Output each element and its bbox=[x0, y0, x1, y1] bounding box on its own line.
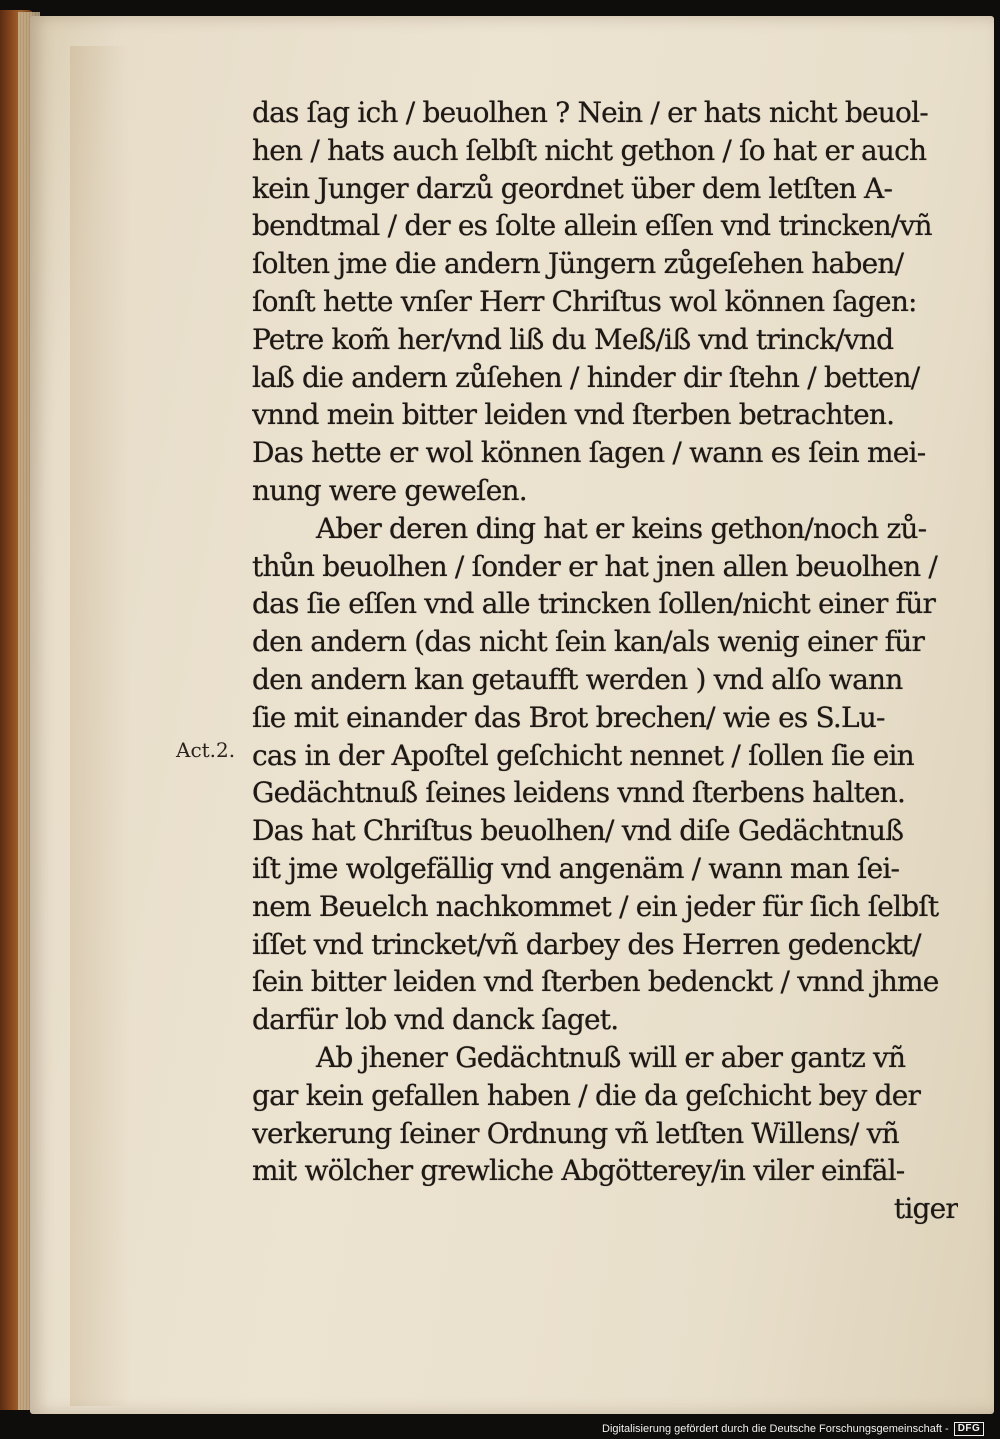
catchword: tiger bbox=[893, 1192, 958, 1226]
text-line: ſein bitter leiden vnd ſterben bedenckt / vnnd jhme bbox=[252, 965, 939, 999]
funding-footer bbox=[602, 1419, 984, 1439]
margin-note: Act.2. bbox=[176, 738, 236, 762]
text-line: ſonſt hette vnſer Herr Chriſtus wol können ſagen: bbox=[252, 284, 917, 318]
text-line: verkerung ſeiner Ordnung vñ letſten Willens/ vñ bbox=[252, 1116, 899, 1150]
text-line: ſie mit einander das Brot brechen/ wie es S.Lu- bbox=[252, 700, 885, 734]
text-line: laß die andern zůſehen / hinder dir ſtehn / betten/ bbox=[252, 360, 920, 394]
text-line: darfür lob vnd danck ſaget. bbox=[252, 1003, 619, 1037]
text-line: mit wölcher grewliche Abgötterey/in viler einfäl- bbox=[252, 1154, 905, 1188]
text-line: iſſet vnd trincket/vñ darbey des Herren gedenckt/ bbox=[252, 927, 921, 961]
dfg-logo: DFG bbox=[954, 1422, 985, 1436]
text-line: Petre kom̃ her/vnd liß du Meß/iß vnd trinck/vnd bbox=[252, 322, 894, 356]
text-line: thůn beuolhen / ſonder er hat jnen allen beuolhen / bbox=[252, 549, 938, 583]
text-line: das ſie eſſen vnd alle trincken ſollen/nicht einer für bbox=[252, 587, 936, 621]
page-text-block bbox=[252, 94, 958, 1228]
text-line: gar kein gefallen haben / die da geſchicht bey der bbox=[252, 1078, 921, 1112]
text-line: kein Junger darzů geordnet über dem letſten A- bbox=[252, 171, 893, 205]
text-line: bendtmal / der es ſolte allein eſſen vnd trincken/vñ bbox=[252, 209, 932, 243]
text-line: vnnd mein bitter leiden vnd ſterben betrachten. bbox=[252, 398, 895, 432]
text-line: den andern kan getaufft werden ) vnd alſo wann bbox=[252, 662, 903, 696]
text-line: iſt jme wolgefällig vnd angenäm / wann man ſei- bbox=[252, 851, 900, 885]
text-line: ſolten jme die andern Jüngern zůgeſehen haben/ bbox=[252, 247, 904, 281]
gutter-shadow bbox=[70, 46, 130, 1406]
text-line: Das hat Chriſtus beuolhen/ vnd diſe Gedächtnuß bbox=[252, 814, 904, 848]
paragraph-first-line: Aber deren ding hat er keins gethon/noch zů- bbox=[316, 511, 927, 545]
funding-text: Digitalisierung gefördert durch die Deutsche Forschungsgemeinschaft - bbox=[602, 1423, 949, 1435]
text-line: den andern (das nicht ſein kan/als wenig einer für bbox=[252, 625, 925, 659]
text-line: Gedächtnuß ſeines leidens vnnd ſterbens halten. bbox=[252, 776, 906, 810]
text-line: nem Beuelch nachkommet / ein jeder für ſich ſelbſt bbox=[252, 889, 939, 923]
text-line: cas in der Apoſtel geſchicht nennet / ſollen ſie ein bbox=[252, 738, 914, 772]
text-line: Das hette er wol können ſagen / wann es ſein mei- bbox=[252, 436, 926, 470]
text-line: nung were geweſen. bbox=[252, 473, 527, 507]
text-line: das ſag ich / beuolhen ? Nein / er hats nicht beuol- bbox=[252, 96, 928, 129]
paragraph-first-line: Ab jhener Gedächtnuß will er aber gantz vñ bbox=[316, 1040, 906, 1074]
text-line: hen / hats auch ſelbſt nicht gethon / ſo hat er auch bbox=[252, 133, 927, 167]
